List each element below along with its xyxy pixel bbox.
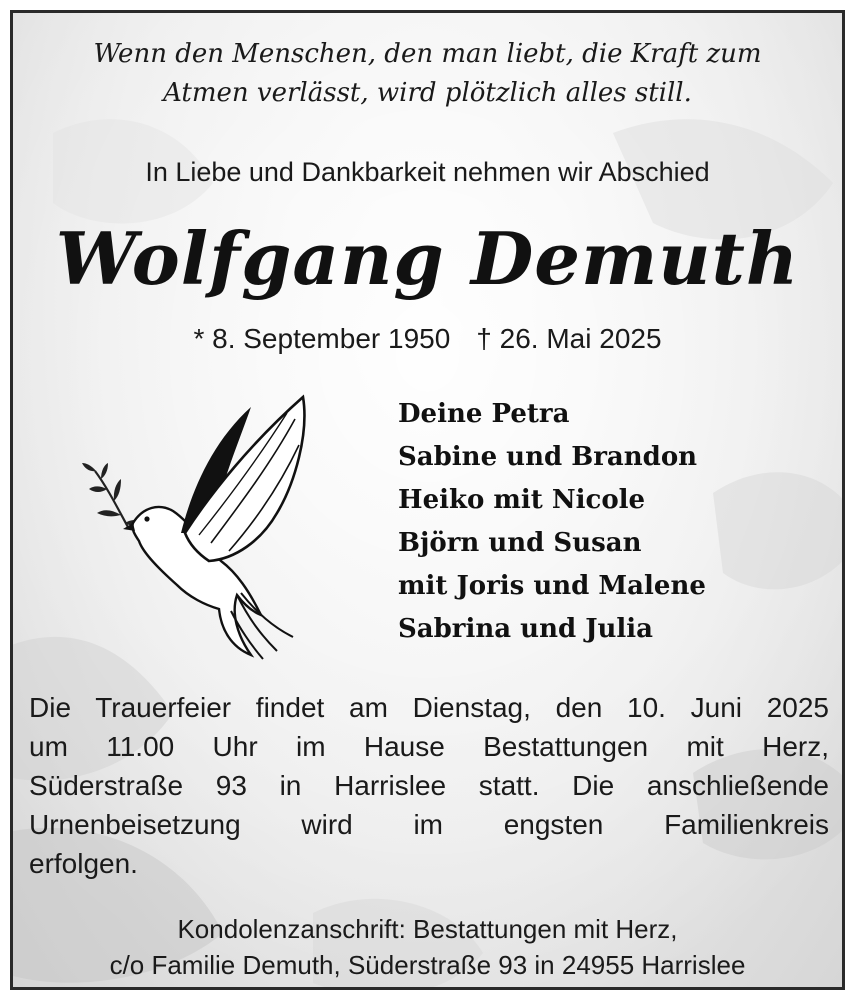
motto-line-1: Wenn den Menschen, den man liebt, die Kraft zum — [93, 39, 762, 69]
condolence-line-1: Kondolenzanschrift: Bestattungen mit Herz, — [177, 914, 678, 944]
funeral-details-line: erfolgen. — [29, 848, 138, 879]
mourner-entry: Sabine und Brandon — [398, 442, 698, 472]
funeral-details-line: um 11.00 Uhr im Hause Bestattungen mit Herz, — [29, 731, 829, 762]
funeral-details-line: Urnenbeisetzung wird im engsten Familienkreis — [29, 809, 829, 840]
mourner-entry: Sabrina und Julia — [398, 614, 654, 644]
farewell-intro: In Liebe und Dankbarkeit nehmen wir Abschied — [145, 157, 710, 187]
obituary-frame — [10, 10, 845, 990]
motto-quote — [13, 35, 842, 113]
mourner-entry: mit Joris und Malene — [398, 571, 706, 601]
life-dates — [13, 319, 842, 359]
mourner-entry: Deine Petra — [398, 399, 570, 429]
motto-line-2: Atmen verlässt, wird plötzlich alles still. — [163, 78, 692, 108]
funeral-details — [29, 688, 829, 883]
funeral-details-line: Süderstraße 93 in Harrislee statt. Die anschließende — [29, 770, 829, 801]
funeral-details-line: Die Trauerfeier findet am Dienstag, den 10. Juni 2025 — [29, 692, 829, 723]
mourner-entry: Björn und Susan — [398, 528, 642, 558]
condolence-line-2: c/o Familie Demuth, Süderstraße 93 in 24955 Harrislee — [109, 950, 746, 980]
birth-date: * 8. September 1950 — [193, 323, 451, 354]
dove-with-olive-branch-icon — [81, 383, 311, 663]
mourner-entry: Heiko mit Nicole — [398, 485, 646, 515]
deceased-name: Wolfgang Demuth — [55, 216, 800, 301]
mourners-list — [398, 393, 706, 651]
condolence-address — [13, 911, 842, 983]
death-date: † 26. Mai 2025 — [476, 323, 662, 354]
